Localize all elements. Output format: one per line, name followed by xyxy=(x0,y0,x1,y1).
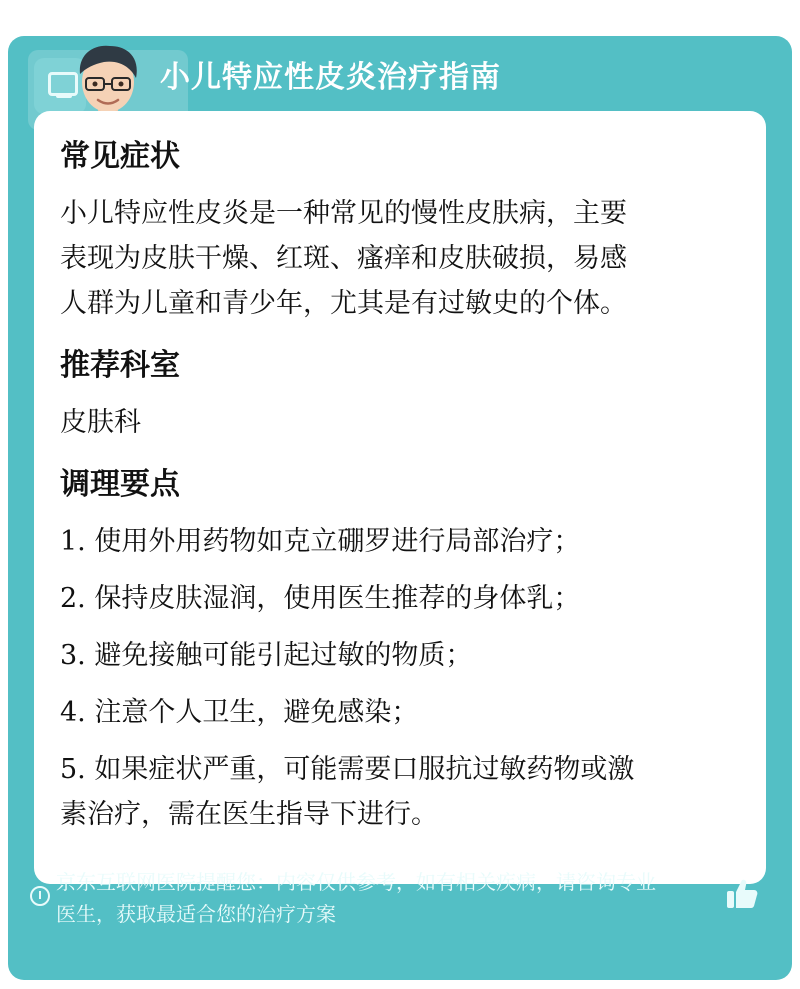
item-text: 保持皮肤湿润，使用医生推荐的身体乳； xyxy=(94,583,581,614)
care-list xyxy=(60,519,744,837)
item-text: 使用外用药物如克立硼罗进行局部治疗； xyxy=(94,526,581,557)
list-item xyxy=(60,633,744,678)
item-number: 3. xyxy=(60,640,86,671)
department-value: 皮肤科 xyxy=(60,407,141,438)
list-item xyxy=(60,690,744,735)
symptoms-text xyxy=(60,191,744,326)
item-text: 如果症状严重，可能需要口服抗过敏药物或激 xyxy=(94,754,635,785)
item-text-continued: 素治疗，需在医生指导下进行。 xyxy=(60,799,438,830)
item-number: 5. xyxy=(60,754,86,785)
item-number: 1. xyxy=(60,526,86,557)
thumbs-up-icon[interactable] xyxy=(724,876,760,912)
list-item xyxy=(60,519,744,564)
item-number: 4. xyxy=(60,697,86,728)
list-item xyxy=(60,747,744,837)
content-card xyxy=(34,111,766,884)
footer-line: 医生，获取最适合您的治疗方案 xyxy=(56,902,336,926)
footer-line: 京东互联网医院提醒您：内容仅供参考，如有相关疾病，请咨询专业 xyxy=(56,870,656,894)
symptoms-line: 人群为儿童和青少年，尤其是有过敏史的个体。 xyxy=(60,288,627,319)
info-circle-icon xyxy=(30,886,50,906)
guide-frame xyxy=(8,36,792,980)
list-item xyxy=(60,576,744,621)
care-heading: 调理要点 xyxy=(60,467,180,502)
symptoms-heading: 常见症状 xyxy=(60,139,180,174)
item-text: 注意个人卫生，避免感染； xyxy=(94,697,419,728)
symptoms-line: 表现为皮肤干燥、红斑、瘙痒和皮肤破损，易感 xyxy=(60,243,627,274)
item-number: 2. xyxy=(60,583,86,614)
footer-disclaimer xyxy=(56,866,726,930)
department-heading: 推荐科室 xyxy=(60,348,180,383)
content-body xyxy=(60,137,744,849)
symptoms-line: 小儿特应性皮炎是一种常见的慢性皮肤病，主要 xyxy=(60,198,627,229)
page-title: 小儿特应性皮炎治疗指南 xyxy=(160,60,501,95)
item-text: 避免接触可能引起过敏的物质； xyxy=(94,640,473,671)
